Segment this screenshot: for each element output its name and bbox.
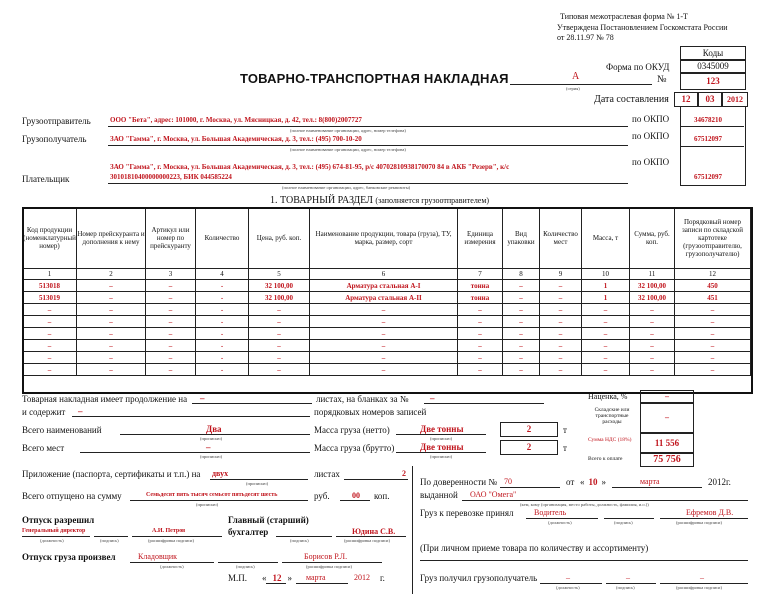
accepted-position: Водитель <box>534 508 567 517</box>
cell: тонна <box>458 280 503 292</box>
cell: 513019 <box>23 292 77 304</box>
cell: - <box>196 292 249 304</box>
released-label: Всего отпущено на сумму <box>22 491 122 501</box>
column-number: 9 <box>540 269 582 280</box>
cell: – <box>249 340 310 352</box>
shipped-decode-caption: (расшифровка подписи) <box>306 564 352 569</box>
proxy-month: марта <box>640 477 660 486</box>
released-caption: (прописью) <box>196 502 219 507</box>
document-title: ТОВАРНО-ТРАНСПОРТНАЯ НАКЛАДНАЯ <box>240 71 509 86</box>
cell: – <box>503 328 540 340</box>
kop-label: коп. <box>374 491 390 501</box>
cell: – <box>249 364 310 376</box>
column-number: 1 <box>23 269 77 280</box>
column-header: Количество мест <box>540 208 582 269</box>
cell: – <box>23 340 77 352</box>
cell: - <box>196 352 249 364</box>
cell: – <box>249 328 310 340</box>
names-caption: (прописью) <box>200 436 223 441</box>
column-header: Количество <box>196 208 249 269</box>
vat-value: 11 556 <box>640 432 694 454</box>
consignee-caption: (полное наименование организации, адрес, номер телефона) <box>290 147 406 152</box>
payer-value-line2: 30101810400000000223, БИК 044585224 <box>110 173 232 181</box>
cell: – <box>630 316 675 328</box>
column-number-row <box>23 269 751 280</box>
cell: тонна <box>458 292 503 304</box>
table-row <box>23 304 751 316</box>
shipper-value: ООО "Бета", адрес: 101000, г. Москва, ул. Мясницкая, д. 42, тел.: 8(800)2007727 <box>110 116 362 124</box>
cell: 451 <box>675 292 751 304</box>
cell: – <box>458 328 503 340</box>
shipped-position: Кладовщик <box>138 552 178 561</box>
release-signature-caption: (подпись) <box>100 538 119 543</box>
gross-label: Масса груза (брутто) <box>314 443 395 453</box>
column-number: 5 <box>249 269 310 280</box>
column-number: 11 <box>630 269 675 280</box>
cell: – <box>458 364 503 376</box>
attachment-number: 2 <box>402 469 406 478</box>
consignee-value: ЗАО "Гамма", г. Москва, ул. Большая Академическая, д. 3, тел.: (495) 700-10-20 <box>110 135 362 143</box>
cell: – <box>23 352 77 364</box>
release-decode-caption: (расшифровка подписи) <box>148 538 194 543</box>
cell: 32 100,00 <box>630 292 675 304</box>
records-label: порядковых номеров записей <box>314 407 427 417</box>
cell: – <box>630 364 675 376</box>
rub-label: руб. <box>314 491 330 501</box>
proxy-number: 70 <box>504 477 512 486</box>
attachment-sheets-label: листах <box>314 469 340 479</box>
gross-number: 2 <box>500 440 558 455</box>
cell: – <box>146 340 196 352</box>
cell: – <box>540 280 582 292</box>
shipper-okpo-value: 34678210 <box>694 116 722 124</box>
places-label: Всего мест <box>22 443 65 453</box>
release-position: Генеральный директор <box>22 528 86 534</box>
received-label: Груз получил грузополучатель <box>420 573 538 583</box>
cell: – <box>458 352 503 364</box>
cell: – <box>540 316 582 328</box>
sign-year-suffix: г. <box>380 573 385 583</box>
column-number: 3 <box>146 269 196 280</box>
cell: – <box>503 280 540 292</box>
cell: – <box>310 304 458 316</box>
cell: - <box>196 340 249 352</box>
cell: - <box>196 280 249 292</box>
proxy-from: от <box>566 477 575 487</box>
shipped-position-caption: (должность) <box>160 564 184 569</box>
accountant-name: Юдина С.В. <box>352 527 396 536</box>
cell: – <box>540 328 582 340</box>
payer-okpo-value: 67512097 <box>694 173 722 181</box>
accepted-signature-caption: (подпись) <box>614 520 633 525</box>
cell: – <box>310 352 458 364</box>
cell: – <box>77 340 146 352</box>
table-row <box>23 328 751 340</box>
gross-caption: (прописью) <box>430 454 453 459</box>
cell: – <box>458 316 503 328</box>
cell: – <box>503 340 540 352</box>
cell: – <box>77 280 146 292</box>
cell: – <box>23 328 77 340</box>
codes-header: Коды <box>680 46 746 61</box>
received-position: – <box>566 573 570 582</box>
sheets-label: листах, на бланках за № <box>316 394 409 404</box>
cell: – <box>249 304 310 316</box>
issued-caption: (кем, кому (организация, место работы, должность, фамилия, и.о.)) <box>520 502 649 507</box>
column-number: 4 <box>196 269 249 280</box>
release-name: А.И. Петров <box>152 528 186 534</box>
released-value: Семьдесят пять тысяч семьсот пятьдесят шесть <box>146 492 278 498</box>
accepted-decode-caption: (расшифровка подписи) <box>676 520 722 525</box>
names-label: Всего наименований <box>22 425 102 435</box>
cell: – <box>582 316 630 328</box>
places-caption: (прописью) <box>200 454 223 459</box>
accepted-label: Груз к перевозке принял <box>420 508 514 518</box>
column-header: Единица измерения <box>458 208 503 269</box>
cell: – <box>582 340 630 352</box>
cell: – <box>540 364 582 376</box>
total-value: 75 756 <box>640 452 694 467</box>
attachment-label: Приложение (паспорта, сертификаты и т.п.) на <box>22 469 201 479</box>
table-header-row <box>23 208 751 269</box>
column-header: Сумма, руб. коп. <box>630 208 675 269</box>
goods-table <box>22 207 751 376</box>
attachment-caption: (прописью) <box>246 481 269 486</box>
places-value: – <box>206 442 211 452</box>
cell: – <box>77 364 146 376</box>
shipped-signature-caption: (подпись) <box>236 564 255 569</box>
cell: – <box>675 328 751 340</box>
document-number: 123 <box>680 73 746 90</box>
shipper-okpo-label: по ОКПО <box>632 114 670 124</box>
cell: – <box>146 352 196 364</box>
date-day: 12 <box>674 92 698 107</box>
cell: – <box>582 304 630 316</box>
cell: – <box>540 352 582 364</box>
consignee-label: Грузополучатель <box>22 134 87 144</box>
received-signature: – <box>626 573 630 582</box>
cell: – <box>458 304 503 316</box>
proxy-day: « 10 » <box>580 477 606 487</box>
cell: - <box>196 316 249 328</box>
cell: – <box>540 340 582 352</box>
okud-value: 0345009 <box>680 59 746 73</box>
release-label: Отпуск разрешил <box>22 515 95 525</box>
column-header: Вид упаковки <box>503 208 540 269</box>
received-signature-caption: (подпись) <box>616 585 635 590</box>
warehouse-value: – <box>640 402 694 434</box>
accountant-decode-caption: (расшифровка подписи) <box>344 538 390 543</box>
cell: – <box>503 316 540 328</box>
cell: – <box>146 316 196 328</box>
shipper-caption: (полное наименование организации, адрес, номер телефона) <box>290 128 406 133</box>
series-caption: (серия) <box>566 86 580 91</box>
vat-label: Сумма НДС (18%) <box>588 437 632 443</box>
continuation-label: Товарная накладная имеет продолжение на <box>22 394 188 404</box>
received-decode-caption: (расшифровка подписи) <box>676 585 722 590</box>
column-number: 12 <box>675 269 751 280</box>
cell: – <box>675 340 751 352</box>
cell: 450 <box>675 280 751 292</box>
personal-receipt-label: (При личном приеме товара по количеству и ассортименту) <box>420 543 649 553</box>
received-position-caption: (должность) <box>556 585 580 590</box>
consignee-okpo-value: 67512097 <box>694 135 722 143</box>
column-header: Цена, руб. коп. <box>249 208 310 269</box>
names-value: Два <box>206 424 222 434</box>
gross-value: Две тонны <box>420 442 464 452</box>
cell: – <box>503 352 540 364</box>
table-row <box>23 316 751 328</box>
issued-label: выданной <box>420 490 458 500</box>
cell: – <box>77 304 146 316</box>
cell: – <box>458 340 503 352</box>
cell: – <box>675 316 751 328</box>
cell: - <box>196 304 249 316</box>
column-number: 6 <box>310 269 458 280</box>
net-unit: т <box>563 425 567 435</box>
cell: – <box>23 364 77 376</box>
column-header: Порядковый номер записи по складской картотеке (грузоотправителю, грузополучателю) <box>675 208 751 269</box>
payer-caption: (полное наименование организации, адрес, банковские реквизиты) <box>282 185 411 190</box>
cell: Арматура стальная А-II <box>310 292 458 304</box>
proxy-year: 2012г. <box>708 477 731 487</box>
column-number: 2 <box>77 269 146 280</box>
cell: 513018 <box>23 280 77 292</box>
sign-date: « 12 » <box>262 573 292 583</box>
issued-value: ОАО "Омега" <box>470 490 517 499</box>
markup-value: – <box>640 390 694 404</box>
cell: – <box>146 364 196 376</box>
cell: – <box>540 292 582 304</box>
cell: 1 <box>582 280 630 292</box>
cell: – <box>23 316 77 328</box>
sign-month: марта <box>306 573 326 582</box>
attachment-value: двух <box>212 469 229 478</box>
warehouse-label: Складские или транспортные расходы <box>594 407 630 425</box>
cell: – <box>77 352 146 364</box>
cell: – <box>77 316 146 328</box>
column-header: Наименование продукции, товара (груза), ТУ, марка, размер, сорт <box>310 208 458 269</box>
table-row <box>23 340 751 352</box>
net-number: 2 <box>500 422 558 437</box>
section-title: 1. ТОВАРНЫЙ РАЗДЕЛ (заполняется грузоотправителем) <box>270 195 490 206</box>
okud-label: Форма по ОКУД <box>606 62 670 72</box>
contains-value: – <box>78 406 83 416</box>
column-number: 8 <box>503 269 540 280</box>
table-row <box>23 280 751 292</box>
cell: – <box>310 364 458 376</box>
cell: - <box>196 328 249 340</box>
cell: – <box>630 304 675 316</box>
number-sign: № <box>657 74 667 85</box>
table-row <box>23 364 751 376</box>
cell: - <box>196 364 249 376</box>
column-number: 7 <box>458 269 503 280</box>
shipped-name: Борисов Р.Л. <box>304 552 348 561</box>
shipped-label: Отпуск груза произвел <box>22 552 116 562</box>
total-label: Всего к оплате <box>588 456 623 462</box>
cell: – <box>310 340 458 352</box>
date-month: 03 <box>698 92 722 107</box>
kop-value: 00 <box>352 491 360 500</box>
net-value: Две тонны <box>420 424 464 434</box>
cell: – <box>249 352 310 364</box>
proxy-label: По доверенности № <box>420 477 497 487</box>
cell: – <box>675 352 751 364</box>
payer-label: Плательщик <box>22 174 70 184</box>
release-position-caption: (должность) <box>40 538 64 543</box>
cell: – <box>582 364 630 376</box>
received-name: – <box>700 573 704 582</box>
cell: – <box>146 304 196 316</box>
markup-label: Наценка, % <box>588 392 628 401</box>
column-header: Номер прейскуранта и дополнения к нему <box>77 208 146 269</box>
column-header: Артикул или номер по прейскуранту <box>146 208 196 269</box>
stamp-label: М.П. <box>228 573 248 583</box>
cell: – <box>146 328 196 340</box>
date-year: 2012 <box>722 92 748 107</box>
signature-divider <box>412 466 413 594</box>
column-header: Масса, т <box>582 208 630 269</box>
cell: – <box>630 340 675 352</box>
cell: 1 <box>582 292 630 304</box>
cell: – <box>630 352 675 364</box>
cell: – <box>582 328 630 340</box>
cell: – <box>503 304 540 316</box>
cell: 32 100,00 <box>630 280 675 292</box>
cell: – <box>582 352 630 364</box>
gross-unit: т <box>563 443 567 453</box>
cell: – <box>77 292 146 304</box>
accountant-label-line1: Главный (старший) <box>228 515 309 525</box>
payer-okpo-label: по ОКПО <box>632 157 670 167</box>
payer-value-line1: ЗАО "Гамма", г. Москва, ул. Большая Академическая, д. 3, тел.: (495) 674-81-95, р/с 40702810938170070 84 в АКБ "Резерв", к/с <box>110 163 510 171</box>
cell: – <box>540 304 582 316</box>
table-row <box>23 292 751 304</box>
net-caption: (прописью) <box>430 436 453 441</box>
cell: – <box>23 304 77 316</box>
form-approval-date: от 28.11.97 № 78 <box>557 33 614 42</box>
cell: 32 100,00 <box>249 280 310 292</box>
sheets-value: – <box>430 393 435 403</box>
accepted-name: Ефремов Д.В. <box>686 508 734 517</box>
cell: – <box>503 364 540 376</box>
cell: – <box>675 304 751 316</box>
consignee-okpo-label: по ОКПО <box>632 131 670 141</box>
sign-year: 2012 <box>354 573 370 582</box>
cell: – <box>146 280 196 292</box>
date-label: Дата составления <box>594 94 669 105</box>
cell: 32 100,00 <box>249 292 310 304</box>
cell: – <box>77 328 146 340</box>
table-row <box>23 352 751 364</box>
form-approval: Утверждена Постановлением Госкомстата России <box>557 23 728 32</box>
column-header: Код продукции (номенклатурный номер) <box>23 208 77 269</box>
net-label: Масса груза (нетто) <box>314 425 390 435</box>
accountant-label-line2: бухгалтер <box>228 527 269 537</box>
cell: – <box>310 328 458 340</box>
series-value: А <box>572 71 580 82</box>
continuation-value: – <box>200 393 205 403</box>
cell: – <box>146 292 196 304</box>
column-number: 10 <box>582 269 630 280</box>
shipper-label: Грузоотправитель <box>22 116 91 126</box>
accountant-signature-caption: (подпись) <box>290 538 309 543</box>
form-reference: Типовая межотраслевая форма № 1-Т <box>560 12 688 21</box>
cell: – <box>249 316 310 328</box>
accepted-position-caption: (должность) <box>548 520 572 525</box>
cell: – <box>675 364 751 376</box>
cell: – <box>310 316 458 328</box>
cell: – <box>503 292 540 304</box>
cell: – <box>630 328 675 340</box>
contains-label: и содержит <box>22 407 66 417</box>
cell: Арматура стальная А-I <box>310 280 458 292</box>
